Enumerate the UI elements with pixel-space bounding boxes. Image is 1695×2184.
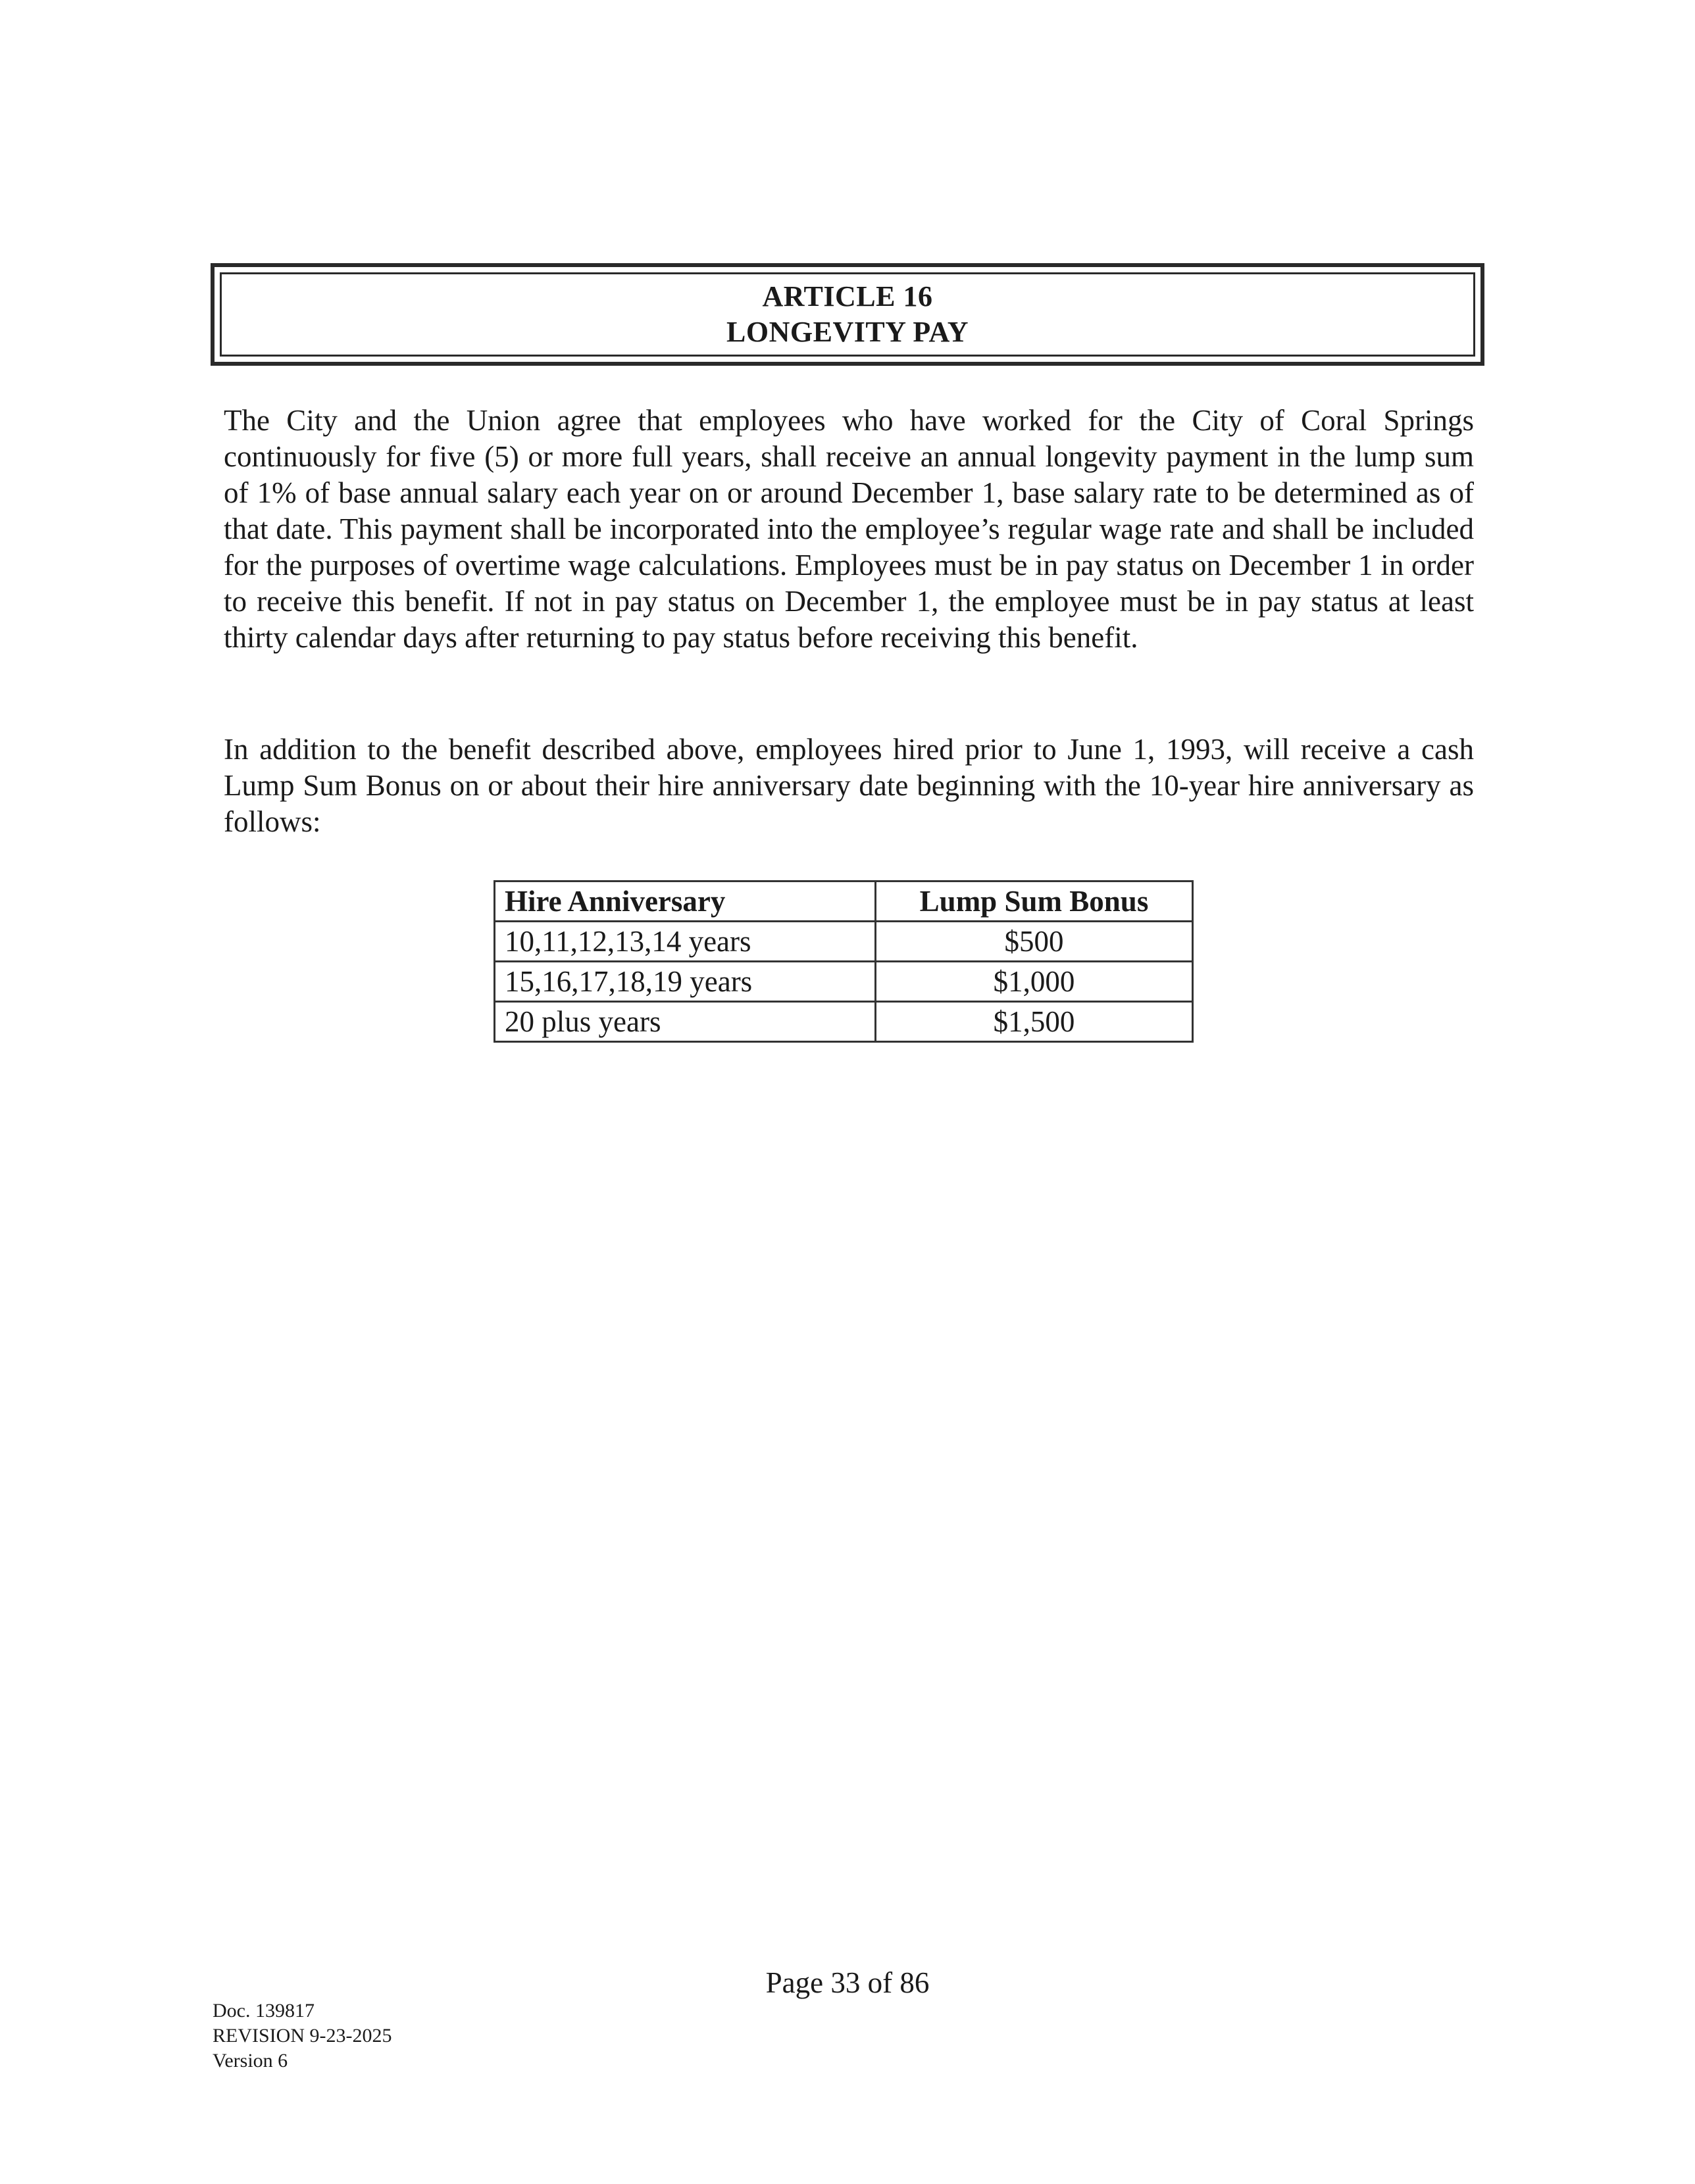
- article-title-inner: [220, 272, 1475, 357]
- page-number: Page 33 of 86: [765, 1966, 930, 1999]
- table-row: [495, 922, 1193, 962]
- table-cell-bonus: $500: [876, 922, 1193, 962]
- table-cell-bonus: $1,500: [876, 1002, 1193, 1042]
- article-title: LONGEVITY PAY: [726, 316, 969, 348]
- table-cell-anniversary: 20 plus years: [495, 1002, 876, 1042]
- bonus-table: [493, 880, 1194, 1043]
- paragraph-longevity-payment: The City and the Union agree that employees who have worked for the City of Coral Springs continuously for five (5) or more full years, shall receive an annual longevity payment in the lump sum of 1% of base annual salary each year on or around December 1, base salary rate to be determined as of that date. This payment shall be incorporated into the employee’s regular wage rate and shall be included for the purposes of overtime wage calculations. Employees must be in pay status on December 1 in order to receive this benefit. If not in pay status on December 1, the employee must be in pay status at least thirty calendar days after returning to pay status before receiving this benefit.: [224, 404, 1474, 654]
- table-row: [495, 1002, 1193, 1042]
- column-header-lump-sum-bonus: Lump Sum Bonus: [876, 881, 1193, 922]
- doc-revision: REVISION 9-23-2025: [213, 2025, 392, 2047]
- doc-number: Doc. 139817: [213, 2000, 315, 2022]
- article-number: ARTICLE 16: [762, 280, 933, 312]
- table-row: [495, 962, 1193, 1002]
- document-info: [213, 1998, 392, 2073]
- paragraph-lump-sum-bonus: In addition to the benefit described above, employees hired prior to June 1, 1993, will receive a cash Lump Sum Bonus on or about their hire anniversary date beginning with the 10-year hire anniversary as follows:: [224, 733, 1474, 838]
- doc-version: Version 6: [213, 2050, 288, 2072]
- table-cell-anniversary: 10,11,12,13,14 years: [495, 922, 876, 962]
- article-title-box: [211, 263, 1484, 366]
- table-header-row: [495, 881, 1193, 922]
- table-cell-bonus: $1,000: [876, 962, 1193, 1002]
- table-cell-anniversary: 15,16,17,18,19 years: [495, 962, 876, 1002]
- column-header-hire-anniversary: Hire Anniversary: [495, 881, 876, 922]
